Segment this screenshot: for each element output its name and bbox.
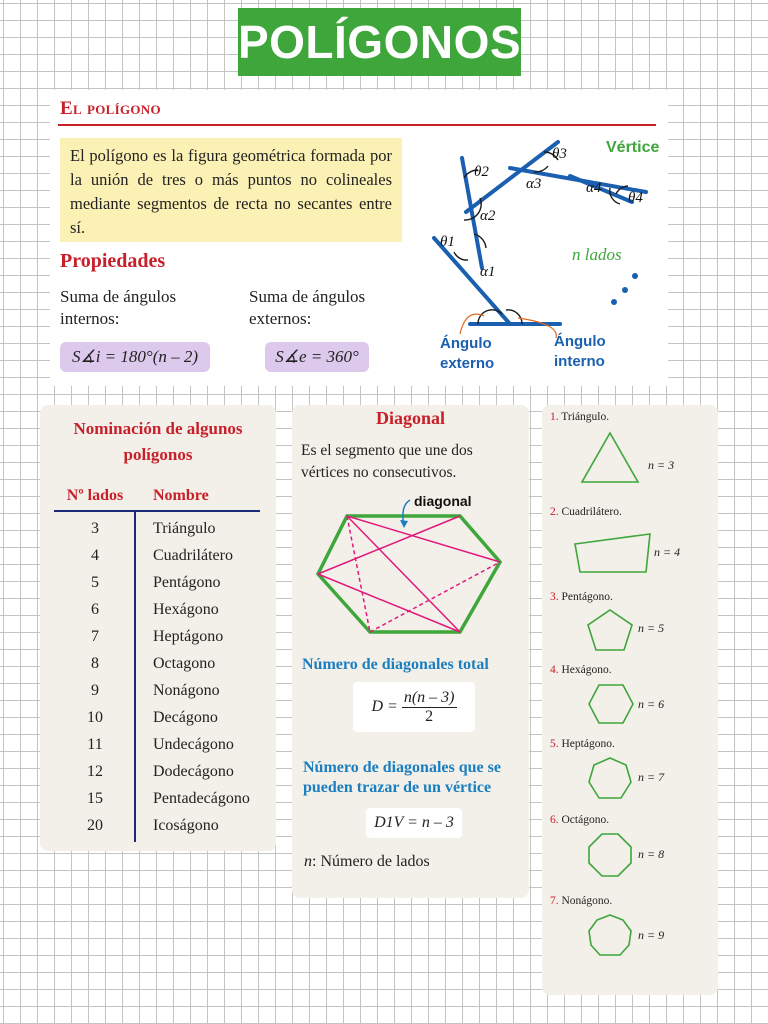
table-row-n: 9 (91, 682, 99, 699)
table-row-n: 10 (87, 709, 103, 726)
page-title: POLÍGONOS (238, 8, 521, 76)
n-note-var: n (304, 853, 312, 870)
diagonal-line (318, 516, 460, 574)
diagonal-diagram (310, 490, 515, 640)
n-eq-6: n = 6 (638, 697, 665, 711)
table-row-n: 12 (87, 763, 103, 780)
vertex-diagonals-formula: D1V = n – 3 (366, 808, 462, 838)
shape-caption-nonagon: 7. Nonágono. (550, 895, 613, 907)
hexagon-outline (318, 516, 500, 632)
table-row-n: 6 (91, 601, 99, 618)
dot-2 (622, 287, 628, 293)
theta1-label: θ1 (440, 234, 455, 250)
total-formula-fraction (402, 689, 457, 726)
naming-title (40, 416, 276, 468)
theta2-label: θ2 (474, 164, 489, 180)
table-row-n: 3 (91, 520, 99, 537)
shape-caption-heptagon: 5. Heptágono. (550, 738, 615, 750)
shape-caption-quadrilateral: 2. Cuadrilátero. (550, 506, 622, 518)
alpha4-label: α4 (586, 180, 602, 196)
section-heading: El polígono (60, 98, 161, 119)
n-eq-3: n = 3 (648, 458, 675, 472)
external-angle-arc (478, 310, 502, 324)
hexagon-shape (587, 683, 635, 725)
table-row-n: 7 (91, 628, 99, 645)
vertex-diagonals-heading: Número de diagonales que se pueden trazar de un vértice (303, 759, 501, 796)
table-row-name: Pentadecágono (153, 790, 250, 807)
alpha1-label: α1 (480, 264, 496, 280)
properties-heading: Propiedades (60, 250, 166, 272)
shape-caption-pentagon: 3. Pentágono. (550, 591, 613, 603)
theta4-label: θ4 (628, 190, 643, 206)
table-row-name: Dodecágono (153, 763, 234, 780)
sum-internal-label: Suma de ángulos internos: (60, 287, 177, 328)
dot-3 (611, 299, 617, 305)
shape-caption-octagon: 6. Octágono. (550, 814, 610, 826)
external-angle-label-line1: Ángulo (440, 335, 492, 352)
internal-angle-label-line2: interno (554, 353, 605, 370)
total-diagonals-heading: Número de diagonales total (302, 656, 489, 673)
total-formula-numerator: n(n – 3) (403, 688, 455, 706)
table-row-n: 20 (87, 817, 103, 834)
table-row-n: 4 (91, 547, 99, 564)
polygon-figure (410, 128, 668, 384)
naming-title-line2: polígonos (123, 445, 193, 464)
n-eq-5: n = 5 (638, 621, 665, 635)
diagonal-label: diagonal (414, 493, 472, 509)
total-formula-denominator: 2 (425, 707, 434, 725)
diagonal-title: Diagonal (375, 408, 445, 428)
internal-angle-label-line1: Ángulo (554, 333, 606, 350)
table-row-name: Cuadrilátero (153, 547, 233, 564)
shape-caption-triangle: 1. Triángulo. (550, 411, 610, 423)
table-header-rule (54, 510, 260, 512)
table-row-name: Nonágono (153, 682, 220, 699)
quadrilateral-shape (572, 530, 654, 576)
sum-external-formula: S∡e = 360° (265, 342, 369, 372)
n-eq-8: n = 8 (638, 847, 665, 861)
n-note-text: : Número de lados (312, 853, 430, 870)
names-column (153, 515, 273, 839)
shape-caption-hexagon: 4. Hexágono. (550, 664, 612, 676)
table-row-n: 5 (91, 574, 99, 591)
naming-title-line1: Nominación de algunos (73, 419, 243, 438)
diagonal-line (318, 574, 460, 632)
table-row-n: 15 (87, 790, 103, 807)
pentagon-shape (586, 608, 634, 652)
table-row-name: Undecágono (153, 736, 234, 753)
definition-box: El polígono es la figura geométrica formada por la unión de tres o más puntos no colineales mediante segmentos de recta no secantes entre sí. (60, 138, 402, 242)
diagonal-pointer-head (400, 520, 408, 528)
internal-pointer (518, 318, 556, 338)
table-column-rule (134, 510, 136, 842)
theta1-arc (454, 252, 468, 260)
heptagon-shape (586, 756, 634, 802)
table-row-name: Decágono (153, 709, 218, 726)
diagonal-description: Es el segmento que une dos vértices no consecutivos. (301, 442, 473, 481)
dot-1 (632, 273, 638, 279)
n-sides-label: n lados (572, 245, 622, 264)
col-name-header: Nombre (153, 487, 209, 504)
triangle-shape (580, 430, 640, 486)
diagonal-dashed (347, 516, 370, 632)
n-eq-9: n = 9 (638, 928, 665, 942)
n-note (304, 853, 430, 871)
table-row-name: Pentágono (153, 574, 221, 591)
table-row-name: Octagono (153, 655, 216, 672)
n-eq-4: n = 4 (654, 545, 681, 559)
sum-external-label: Suma de ángulos externos: (249, 287, 366, 328)
sides-column (56, 515, 134, 839)
vertex-label: Vértice (606, 139, 660, 156)
n-eq-7: n = 7 (638, 770, 665, 784)
section-rule (58, 124, 656, 126)
alpha3-label: α3 (526, 176, 542, 192)
octagon-shape (586, 832, 634, 878)
table-row-name: Heptágono (153, 628, 224, 645)
nonagon-shape (586, 913, 634, 959)
table-row-name: Icoságono (153, 817, 219, 834)
table-row-n: 8 (91, 655, 99, 672)
alpha2-label: α2 (480, 208, 496, 224)
table-row-name: Triángulo (153, 520, 216, 537)
total-formula-lhs: D = (371, 698, 398, 715)
sum-internal-formula: S∡i = 180°(n – 2) (60, 342, 210, 372)
table-row-name: Hexágono (153, 601, 219, 618)
total-diagonals-formula (353, 682, 475, 732)
theta3-label: θ3 (552, 146, 567, 162)
table-row-n: 11 (87, 736, 103, 753)
col-sides-header: Nº lados (66, 487, 124, 504)
external-angle-label-line2: externo (440, 355, 495, 372)
